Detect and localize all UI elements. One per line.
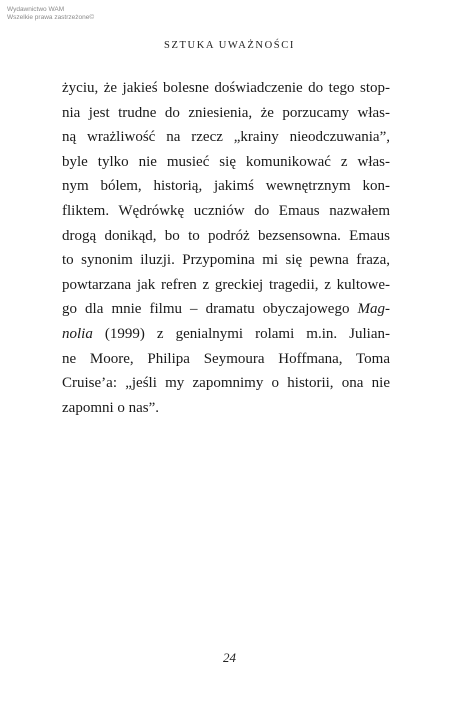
text-line: ną wrażliwość na rzecz „krainy nieodczuwania”, — [62, 129, 390, 146]
watermark-publisher: Wydawnictwo WAM — [7, 6, 65, 13]
text-line: byle tylko nie musieć się komunikować z włas- — [62, 153, 390, 170]
text-line — [62, 322, 390, 347]
film-title-italic: nolia — [62, 325, 93, 342]
text-segment: (1999) z genialnymi rolami m.in. Julian- — [92, 325, 390, 342]
text-line: powtarzana jak refren z greckiej tragedii, z kultowe- — [62, 276, 390, 293]
text-line: nym bólem, historią, jakimś wewnętrznym kon- — [62, 178, 390, 195]
text-line: nia jest trudne do zniesienia, że porzucamy włas- — [62, 104, 390, 121]
body-paragraph — [62, 76, 390, 420]
text-line: Cruise’a: „jeśli my zapomnimy o historii, ona nie — [62, 375, 390, 392]
page-number: 24 — [223, 650, 236, 665]
film-title-italic: Mag- — [357, 301, 390, 318]
publisher-watermark — [7, 6, 94, 22]
running-header-title: SZTUKA UWAŻNOŚCI — [164, 40, 295, 51]
text-line: życiu, że jakieś bolesne doświadczenie do tego stop- — [62, 80, 390, 96]
text-line: to synonim iluzji. Przypomina mi się pewna fraza, — [62, 252, 390, 269]
watermark-rights: Wszelkie prawa zastrzeżone© — [7, 14, 95, 21]
text-line: ne Moore, Philipa Seymoura Hoffmana, Toma — [62, 350, 390, 367]
text-line: zapomni o nas”. — [62, 399, 160, 416]
text-line — [62, 297, 390, 322]
text-segment: go dla mnie filmu – dramatu obyczajowego — [62, 301, 358, 318]
text-line: fliktem. Wędrówkę uczniów do Emaus nazwałem — [62, 202, 390, 219]
text-line: drogą donikąd, bo to podróż bezsensowna. Emaus — [62, 227, 390, 244]
